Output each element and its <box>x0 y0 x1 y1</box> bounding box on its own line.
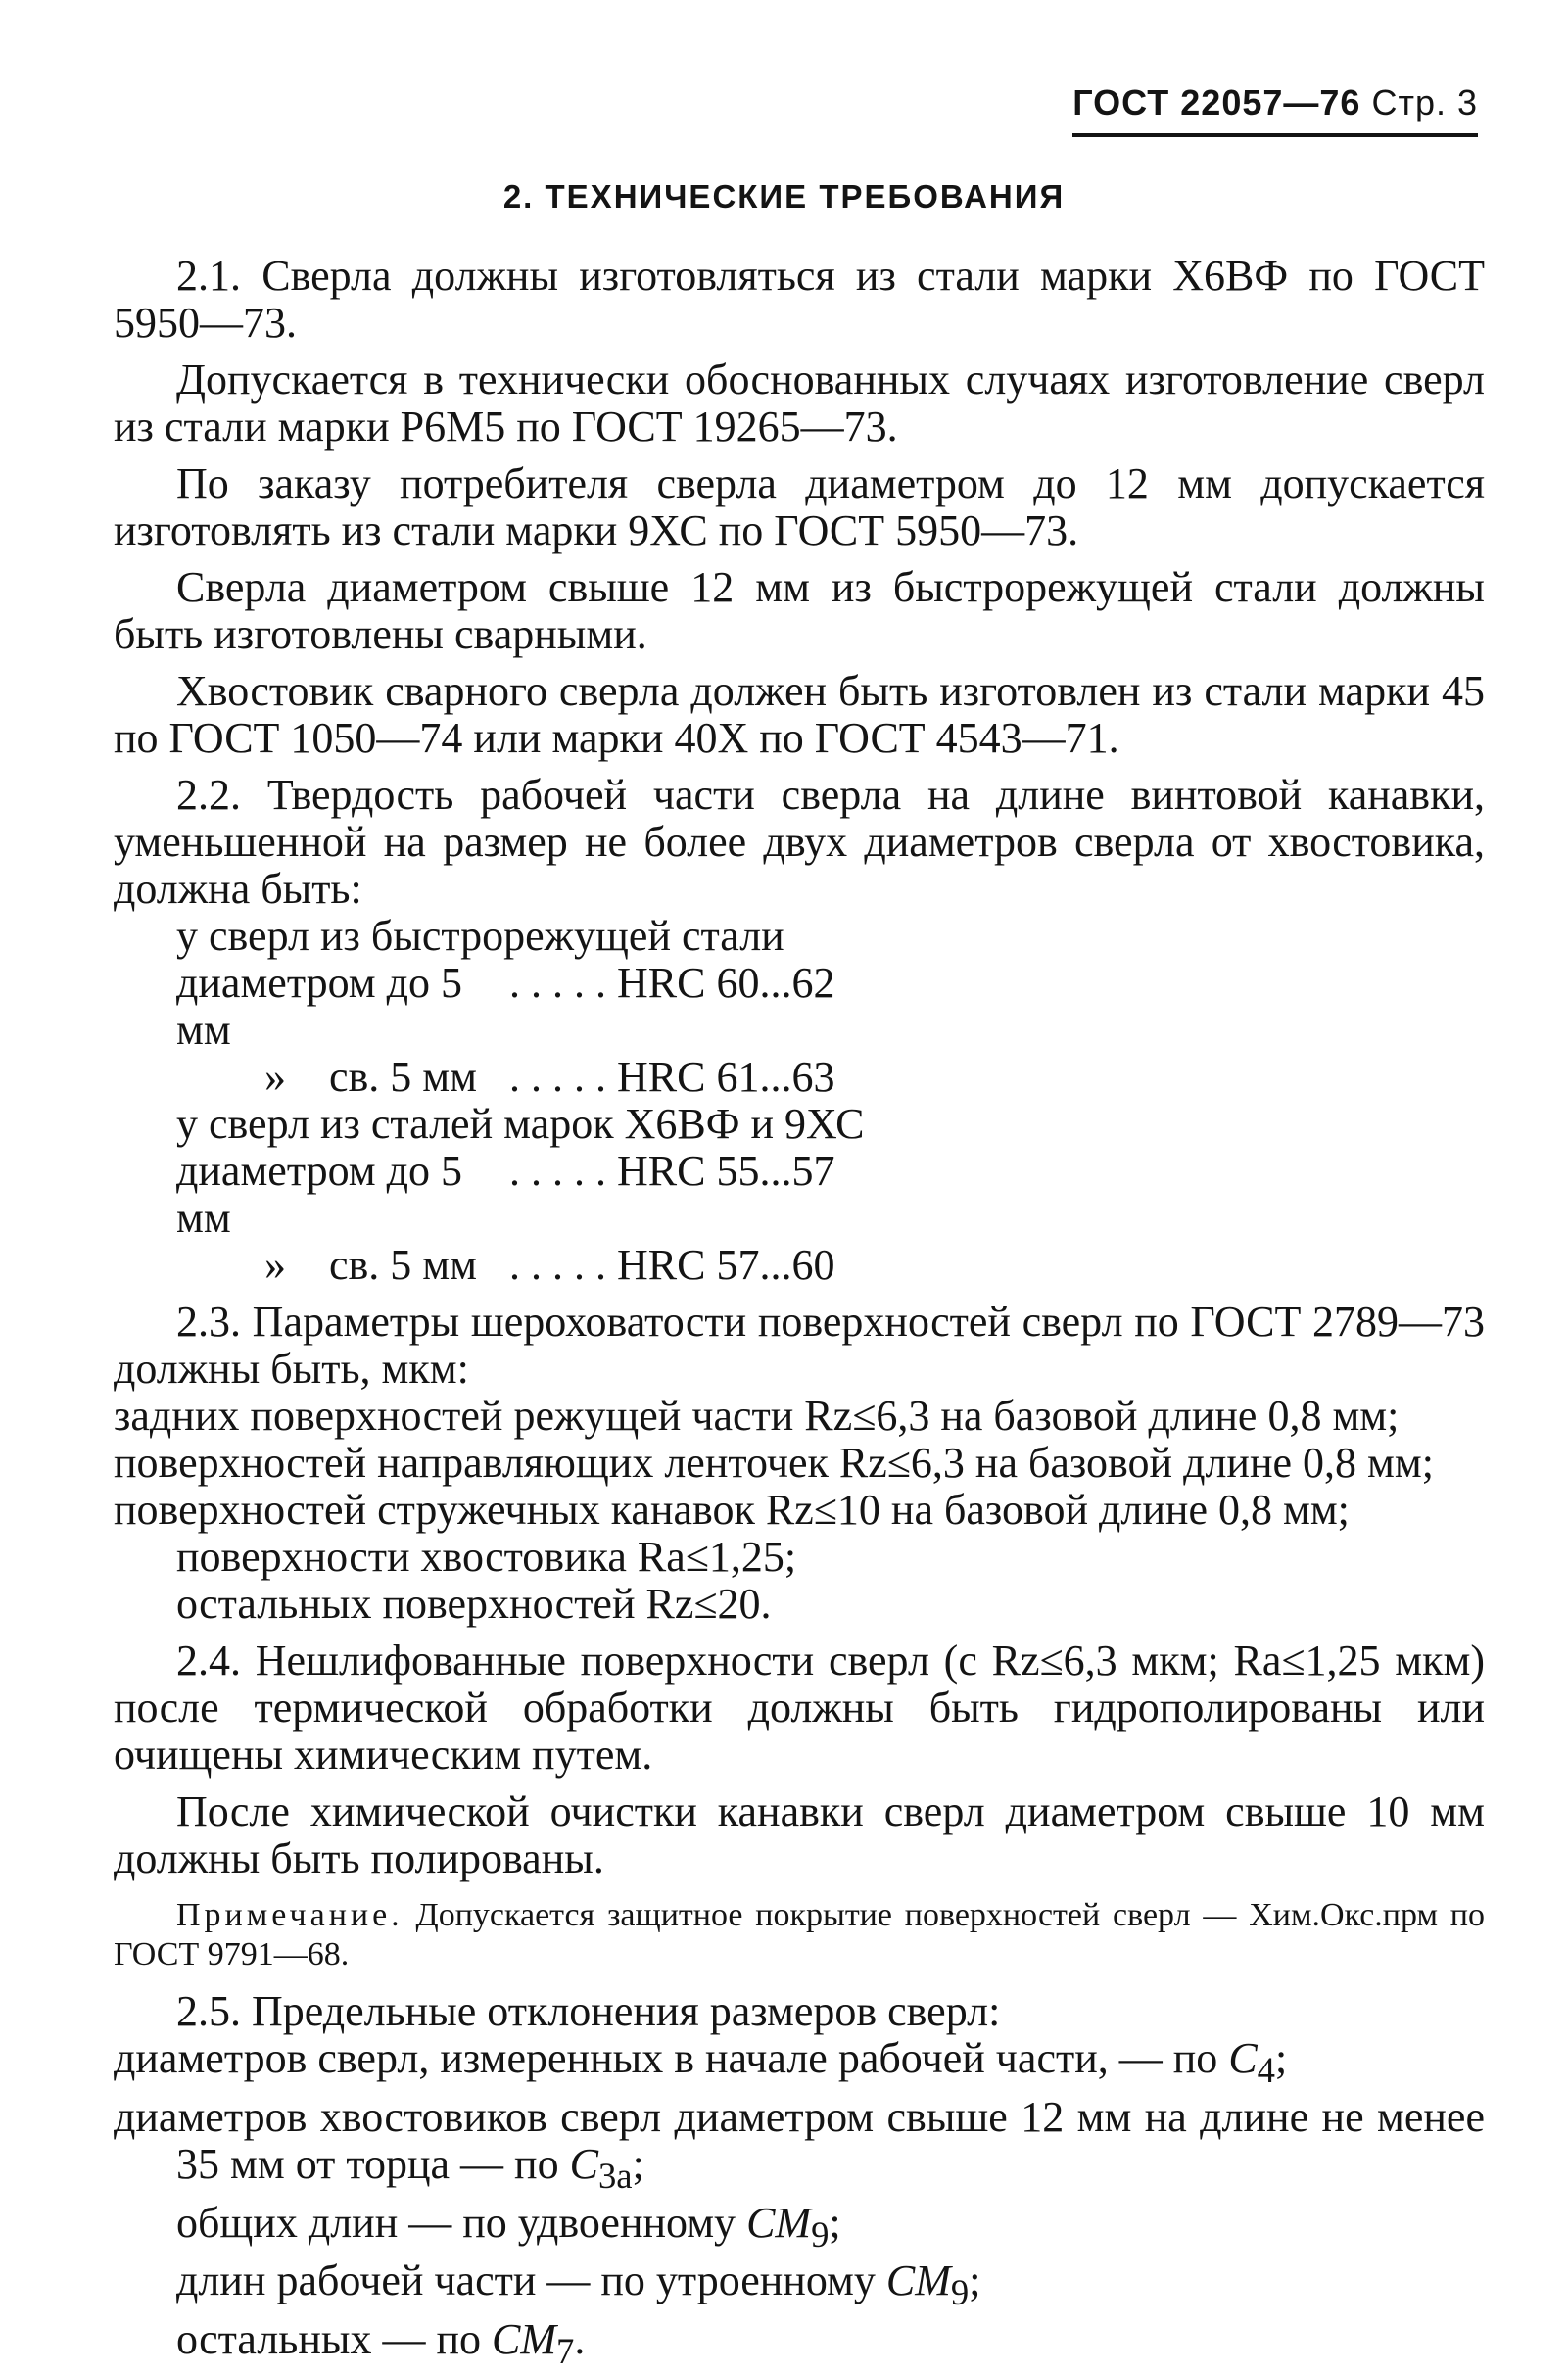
clause-2-5: 2.5. Предельные отклонения размеров сверл: <box>176 1987 1001 2035</box>
roughness-item: задних поверхностей режущей части Rz≤6,3 на базовой длине 0,8 мм; <box>114 1392 1400 1440</box>
tolerance-symbol: $C_{3а}$ <box>569 2139 633 2196</box>
hardness-row <box>114 960 1485 1054</box>
hardness-label: диаметром до 5 мм <box>176 959 462 1054</box>
hardness-hss-heading: у сверл из быстрорежущей стали <box>176 912 784 960</box>
clause-2-2: 2.2. Твердость рабочей части сверла на длине винтовой канавки, уменьшенной на размер не более двух диаметров сверла от хвостовика, должна быть: <box>114 771 1485 913</box>
tolerance-item: общих длин — по удвоенному $CM_9$; <box>176 2198 841 2255</box>
roughness-item: поверхностей стружечных канавок Rz≤10 на базовой длине 0,8 мм; <box>114 1486 1350 1534</box>
clause-2-1-alt-steel: Допускается в технически обоснованных случаях изготовление сверл из стали марки Р6М5 по ГОСТ 19265—73. <box>114 356 1485 451</box>
hardness-value: . . . . . HRC 55...57 <box>509 1147 835 1195</box>
clause-2-3: 2.3. Параметры шероховатости поверхностей сверл по ГОСТ 2789—73 должны быть, мкм: <box>114 1298 1485 1393</box>
clause-2-4-polishing: После химической очистки канавки сверл диаметром свыше 10 мм должны быть полированы. <box>114 1787 1485 1882</box>
tolerance-symbol: $C_4$ <box>1228 2034 1275 2090</box>
note-text: Допускается защитное покрытие поверхностей сверл — Хим.Окс.прм по ГОСТ 9791—68. <box>114 1897 1485 1972</box>
tolerance-item: длин рабочей части — по утроенному $CM_9$; <box>176 2256 981 2313</box>
hardness-value: . . . . . HRC 57...60 <box>509 1241 835 1289</box>
hardness-value: . . . . . HRC 61...63 <box>509 1053 835 1101</box>
tolerance-symbol: $CM_9$ <box>885 2256 970 2313</box>
ditto-mark: » <box>264 1241 286 1289</box>
hardness-label <box>176 1054 509 1101</box>
hardness-row <box>114 1054 1485 1101</box>
page-header <box>1072 82 1478 137</box>
tolerance-symbol: $CM_9$ <box>746 2198 830 2255</box>
roughness-item: поверхностей направляющих ленточек Rz≤6,3 на базовой длине 0,8 мм; <box>114 1439 1434 1487</box>
hardness-value: . . . . . HRC 60...62 <box>509 959 835 1007</box>
hardness-label <box>176 1242 509 1289</box>
section-title: 2. ТЕХНИЧЕСКИЕ ТРЕБОВАНИЯ <box>502 178 1066 214</box>
body-text <box>114 253 1485 2375</box>
hardness-size: св. 5 мм <box>329 1053 477 1101</box>
page-number: Стр. 3 <box>1371 82 1478 122</box>
hardness-alloy-heading: у сверл из сталей марок Х6ВФ и 9ХС <box>176 1100 865 1148</box>
roughness-item: поверхности хвостовика Ra≤1,25; <box>176 1533 797 1581</box>
tolerance-item: диаметров сверл, измеренных в начале рабочей части, — по $C_4$; <box>114 2034 1288 2090</box>
tolerance-item: диаметров хвостовиков сверл диаметром свыше 12 мм на длине не менее 35 мм от торца — по $C_{3а}$; <box>114 2092 1485 2196</box>
standard-number: ГОСТ 22057—76 <box>1072 82 1361 122</box>
tolerance-item: остальных — по $CM_7$. <box>176 2315 586 2371</box>
roughness-item: остальных поверхностей Rz≤20. <box>176 1580 772 1628</box>
clause-2-1-customer-order: По заказу потребителя сверла диаметром до 12 мм допускается изготовлять из стали марки 9ХС по ГОСТ 5950—73. <box>114 459 1485 554</box>
clause-2-1-shank: Хвостовик сварного сверла должен быть изготовлен из стали марки 45 по ГОСТ 1050—74 или марки 40Х по ГОСТ 4543—71. <box>114 667 1485 762</box>
ditto-mark: » <box>264 1053 286 1101</box>
clause-2-1: 2.1. Сверла должны изготовляться из стали марки Х6ВФ по ГОСТ 5950—73. <box>114 252 1485 347</box>
hardness-row <box>114 1242 1485 1289</box>
hardness-row <box>114 1148 1485 1242</box>
note-label: Примечание. <box>176 1897 404 1933</box>
clause-2-4: 2.4. Нешлифованные поверхности сверл (с Rz≤6,3 мкм; Ra≤1,25 мкм) после термической обработки должны быть гидрополированы или очищены химическим путем. <box>114 1637 1485 1779</box>
tolerance-symbol: $CM_7$ <box>492 2315 575 2371</box>
note <box>114 1896 1485 1974</box>
clause-2-1-welded: Сверла диаметром свыше 12 мм из быстрорежущей стали должны быть изготовлены сварными. <box>114 563 1485 658</box>
hardness-label: диаметром до 5 мм <box>176 1147 462 1242</box>
hardness-size: св. 5 мм <box>329 1241 477 1289</box>
